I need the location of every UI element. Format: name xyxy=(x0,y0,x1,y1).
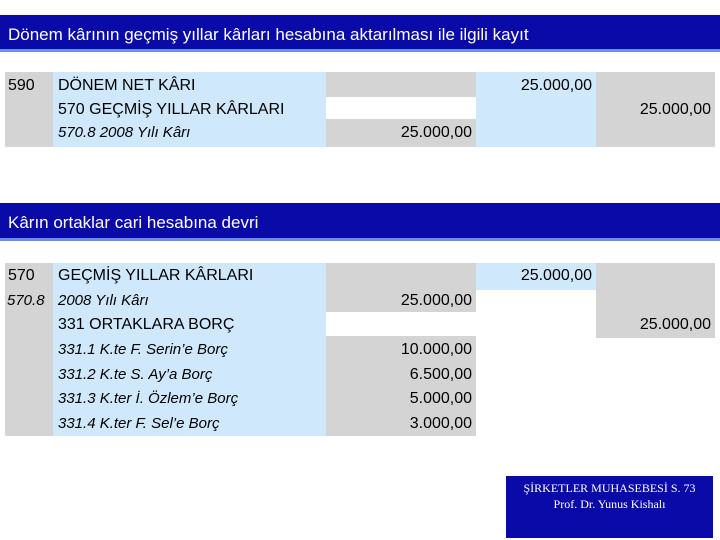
section-title: Dönem kârının geçmiş yıllar kârları hesabına aktarılması ile ilgili kayıt xyxy=(8,24,529,44)
debit-amount: 25.000,00 xyxy=(520,267,592,284)
blank-cell xyxy=(326,97,476,119)
account-name: 570 GEÇMİŞ YILLAR KÂRLARI xyxy=(58,101,285,118)
sub-account-name: 331.1 K.te F. Serin’e Borç xyxy=(58,341,228,358)
section-title: Kârın ortaklar cari hesabına devri xyxy=(8,213,259,232)
account-code: 590 xyxy=(8,77,35,94)
blank-cell xyxy=(596,338,715,436)
sub-amount: 5.000,00 xyxy=(409,390,472,407)
sub-amount: 25.000,00 xyxy=(400,124,472,141)
sub-amount: 25.000,00 xyxy=(400,292,472,309)
section-title-banner xyxy=(0,15,720,52)
account-name: GEÇMİŞ YILLAR KÂRLARI xyxy=(58,267,254,284)
code-column xyxy=(5,263,53,436)
debit-amount: 25.000,00 xyxy=(520,77,592,94)
sub-amount: 3.000,00 xyxy=(409,415,472,432)
footer-credit xyxy=(506,476,713,538)
footer-book-title: ŞİRKETLER MUHASEBESİ S. 73 xyxy=(523,481,696,495)
section-title-banner xyxy=(0,203,720,241)
sub-account-name: 331.4 K.ter F. Sel’e Borç xyxy=(58,415,220,432)
credit-amount: 25.000,00 xyxy=(639,316,711,333)
sub-account-name: 570.8 2008 Yılı Kârı xyxy=(58,124,191,141)
account-name: DÖNEM NET KÂRI xyxy=(58,77,196,94)
blank-cell xyxy=(476,290,596,436)
account-code: 570.8 xyxy=(7,292,45,309)
sub-account-name: 2008 Yılı Kârı xyxy=(58,292,149,309)
footer-author: Prof. Dr. Yunus Kishalı xyxy=(553,497,666,511)
credit-amount: 25.000,00 xyxy=(639,101,711,118)
sub-account-name: 331.2 K.te S. Ay’a Borç xyxy=(58,366,213,383)
sub-account-name: 331.3 K.ter İ. Özlem’e Borç xyxy=(58,390,239,407)
sub-amount: 10.000,00 xyxy=(400,341,472,358)
account-code: 570 xyxy=(8,267,35,284)
blank-cell xyxy=(326,312,476,336)
account-name: 331 ORTAKLARA BORÇ xyxy=(58,316,235,333)
sub-amount: 6.500,00 xyxy=(409,366,472,383)
